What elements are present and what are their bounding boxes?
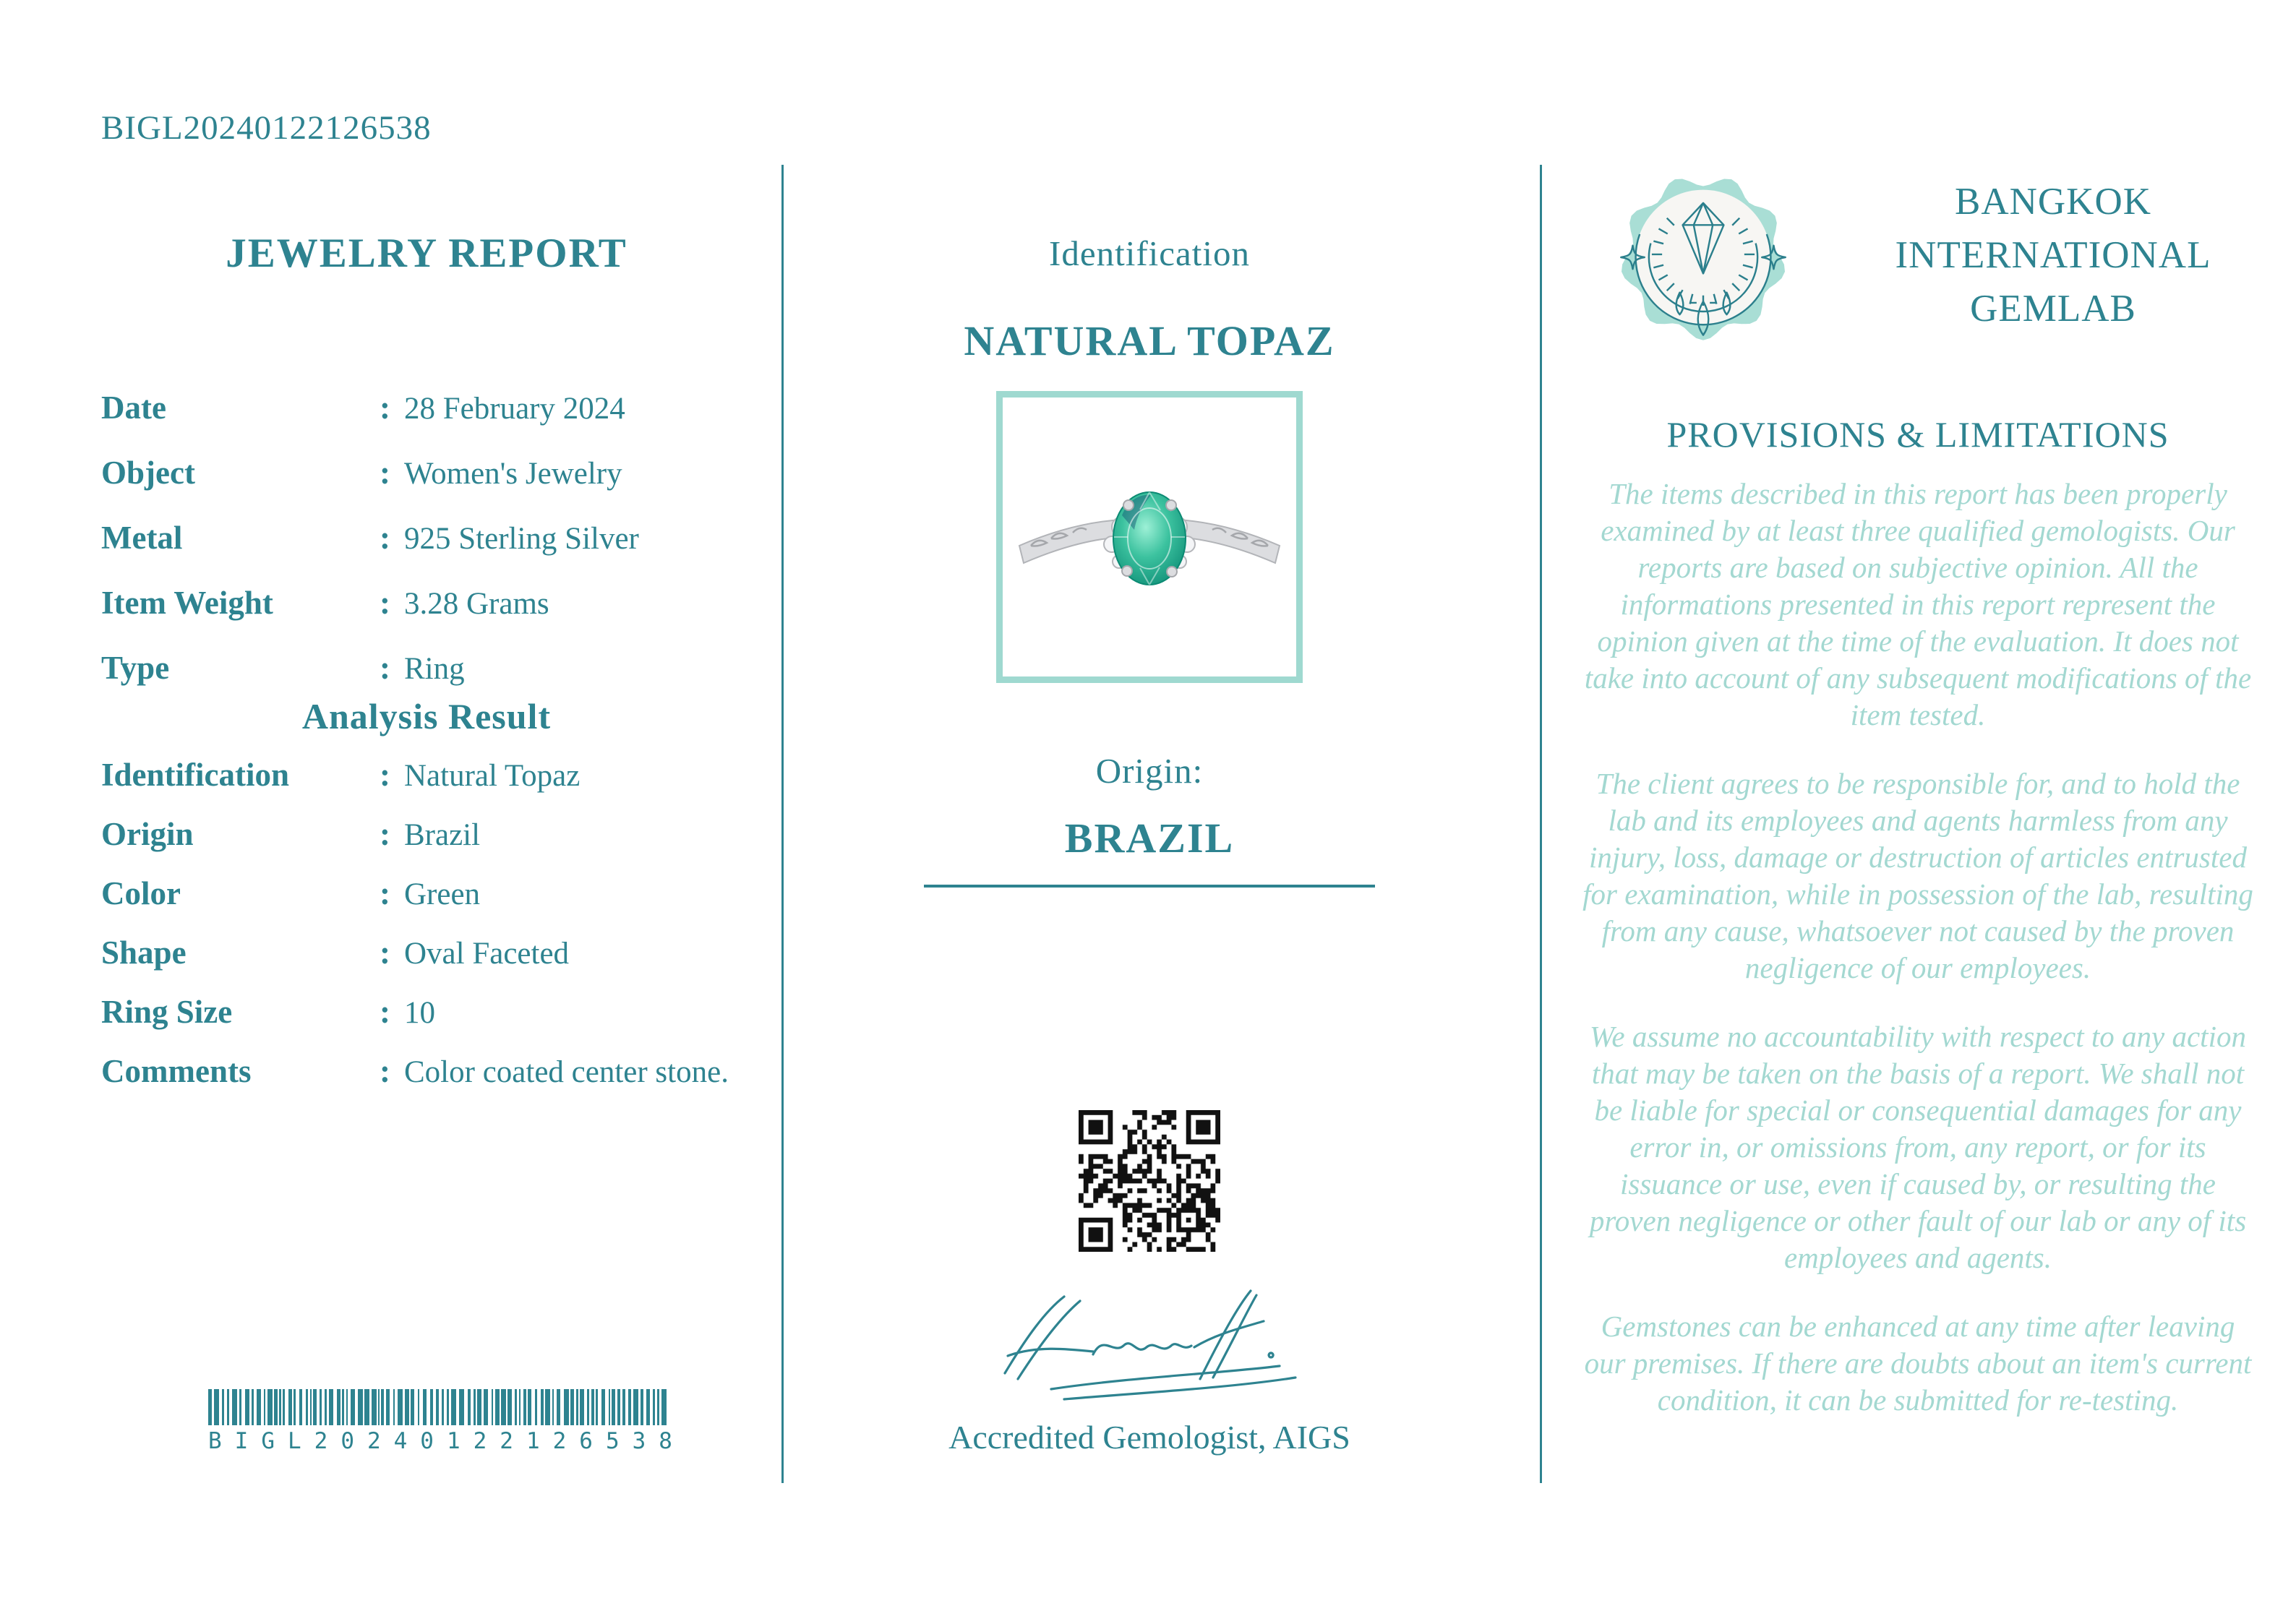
field-value: 3.28 Grams — [404, 587, 549, 621]
barcode-icon — [208, 1389, 685, 1454]
lab-name-line: BANGKOK — [1955, 181, 2151, 223]
origin-value: BRAZIL — [1064, 815, 1235, 862]
lab-name-line: GEMLAB — [1970, 288, 2136, 330]
field-colon: : — [380, 390, 390, 426]
field-colon: : — [380, 875, 390, 911]
field-value: Oval Faceted — [404, 937, 570, 971]
field-value: Color coated center stone. — [404, 1055, 729, 1089]
provision-paragraph: The client agrees to be responsible for, and to hold the lab and its employees and agents harmless from any injury, loss, damage or destruction of articles entrusted for examination, while in possession of the lab, resulting from any cause, whatsoever not caused by the proven negligence of our employees. — [1582, 767, 2253, 984]
field-row-origin — [101, 815, 752, 875]
lab-name — [1836, 175, 2270, 335]
field-colon: : — [380, 935, 390, 971]
field-value: Women's Jewelry — [404, 457, 622, 491]
lab-provisions-section — [1540, 0, 2296, 1624]
field-label: Shape — [101, 935, 187, 971]
field-row-metal — [101, 519, 752, 584]
signature-icon — [983, 1285, 1316, 1412]
field-label: Ring Size — [101, 994, 233, 1030]
field-colon: : — [380, 455, 390, 491]
analysis-fields — [101, 756, 752, 1112]
analysis-result-title: Analysis Result — [301, 696, 552, 736]
provision-paragraph: The items described in this report has been properly examined by at least three qualified gemologists. Our reports are based on subjective opinion. All the informations presented in this report represent the opinion given at the time of the evaluation. It does not take into account of any subsequent modifications of the item tested. — [1584, 477, 2252, 731]
field-label: Item Weight — [101, 585, 273, 621]
field-label: Type — [101, 650, 170, 686]
ring-photo-icon — [1012, 429, 1287, 645]
provision-paragraph: We assume no accountability with respect to any action that may be taken on the basis of a report. We shall not be liable for special or consequential damages for any error in, or omissions from, any report, or for its issuance or use, even if caused by, or resulting the proven negligence or other fault of our lab or any of its employees and agents. — [1589, 1020, 2247, 1274]
field-colon: : — [380, 650, 390, 686]
provision-paragraph: Gemstones can be enhanced at any time after leaving our premises. If there are doubts about an item's current condition, it can be submitted for re-testing. — [1584, 1310, 2252, 1417]
jewelry-report-section — [101, 0, 752, 1624]
signer-title: Accredited Gemologist, AIGS — [948, 1419, 1350, 1456]
identification-value: NATURAL TOPAZ — [964, 317, 1335, 364]
field-colon: : — [380, 994, 390, 1030]
provisions-title: PROVISIONS & LIMITATIONS — [1666, 414, 2169, 455]
barcode-text: BIGL20240122126538 — [208, 1428, 685, 1454]
field-value: Green — [404, 877, 481, 911]
field-value: 10 — [404, 996, 435, 1030]
ring-photo — [996, 391, 1303, 683]
field-label: Object — [101, 455, 195, 491]
field-row-ring-size — [101, 993, 752, 1052]
field-label: Color — [101, 875, 181, 911]
barcode-bars-icon — [208, 1389, 668, 1425]
field-row-item-weight — [101, 584, 752, 649]
field-label: Comments — [101, 1053, 252, 1089]
field-label: Origin — [101, 816, 194, 852]
field-row-object — [101, 454, 752, 519]
jewelry-report-title: JEWELRY REPORT — [226, 231, 627, 276]
field-colon: : — [380, 816, 390, 852]
identification-heading: Identification — [1049, 233, 1250, 273]
field-row-shape — [101, 934, 752, 993]
field-row-date — [101, 389, 752, 454]
field-value: 28 February 2024 — [404, 392, 625, 426]
field-value: 925 Sterling Silver — [404, 522, 639, 556]
lab-name-line: INTERNATIONAL — [1895, 234, 2211, 276]
field-row-color — [101, 875, 752, 934]
provisions-paragraphs — [1578, 476, 2258, 1451]
field-label: Date — [101, 390, 166, 426]
report-number: BIGL20240122126538 — [101, 109, 432, 147]
item-fields — [101, 389, 752, 714]
origin-heading: Origin: — [1095, 751, 1204, 791]
field-colon: : — [380, 520, 390, 556]
field-value: Ring — [404, 652, 465, 686]
field-label: Metal — [101, 520, 183, 556]
field-row-identification — [101, 756, 752, 815]
field-colon: : — [380, 757, 390, 793]
field-row-comments — [101, 1052, 752, 1112]
field-label: Identification — [101, 757, 290, 793]
field-colon: : — [380, 1053, 390, 1089]
identification-section — [783, 0, 1516, 1624]
field-value: Brazil — [404, 818, 481, 852]
field-value: Natural Topaz — [404, 759, 581, 793]
field-colon: : — [380, 585, 390, 621]
qr-code-icon — [1079, 1110, 1220, 1252]
horizontal-rule — [924, 885, 1375, 888]
lab-logo-icon — [1608, 162, 1799, 353]
